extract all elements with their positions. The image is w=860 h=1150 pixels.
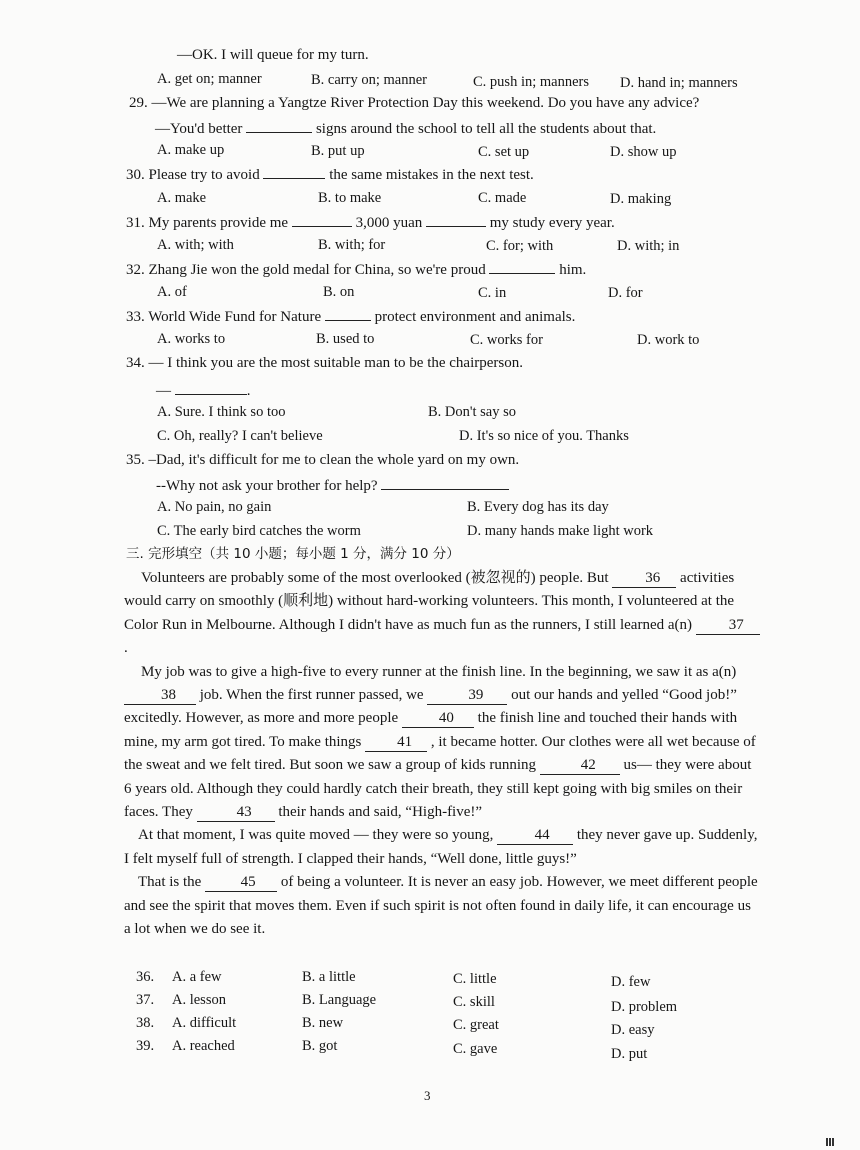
answer-37-option-c: C. skill [453, 994, 495, 1010]
blank-42[interactable]: 42 [540, 757, 620, 775]
answer-38-option-c: C. great [453, 1017, 499, 1033]
passage-paragraph-4 [124, 871, 760, 941]
q29-reply-start: —You'd better [155, 121, 243, 137]
blank-39[interactable]: 39 [427, 687, 507, 705]
p1-text-a: Volunteers are probably some of the most overlooked (被忽视的) people. But [141, 570, 609, 586]
answer-38-option-a: A. difficult [172, 1015, 237, 1031]
q35-question: 35. –Dad, it's difficult for me to clean the whole yard on my own. [126, 452, 520, 468]
p2-text-b: job. When the first runner passed, we [199, 687, 424, 704]
q28-option-a: A. get on; manner [157, 71, 262, 87]
q28-reply: —OK. I will queue for my turn. [177, 47, 369, 63]
blank-41[interactable]: 41 [365, 734, 427, 752]
q30-option-a: A. make [157, 190, 207, 206]
q28-option-b: B. carry on; manner [311, 72, 427, 88]
scanner-watermark-icon [826, 1138, 834, 1146]
p2-text-g: their hands and said, “High-five!” [278, 804, 483, 821]
p2-text-d: the finish line and touched their hands with mine, my arm got tired. To make things [124, 710, 738, 750]
answer-38-number: 38. [136, 1015, 155, 1031]
answer-36-option-b: B. a little [302, 969, 356, 985]
q33-question [126, 306, 575, 327]
page-number: 3 [424, 1088, 431, 1103]
q32-question [126, 259, 586, 280]
answer-39-number: 39. [136, 1038, 155, 1054]
answer-36-option-c: C. little [453, 971, 497, 987]
q33-option-a: A. works to [157, 331, 226, 347]
q31-text-mid: 3,000 yuan [355, 215, 423, 231]
q34-option-d: D. It's so nice of you. Thanks [459, 428, 629, 444]
answer-39-option-a: A. reached [172, 1038, 235, 1054]
q35-option-a: A. No pain, no gain [157, 499, 272, 515]
p3-text-a: At that moment, I was quite moved — they were so young, [138, 827, 494, 844]
passage-paragraph-3 [124, 824, 760, 871]
answer-39-option-c: C. gave [453, 1041, 498, 1057]
answer-37-option-a: A. lesson [172, 992, 226, 1008]
q30-question [126, 164, 534, 185]
passage-paragraph-1: Volunteers are probably some of the most overlooked (被忽视的) people. But 36 activities would carry on smoothly (顺利地) without hard-working volunteers. This month, I volunteered at the Color Run in Melbourne. Although I didn't have as much fun as the runners, I still learned a(n) 37 . [124, 567, 760, 661]
q33-option-d: D. work to [637, 332, 700, 348]
p2-text-a: My job was to give a high-five to every runner at the finish line. In the beginning, we saw it as a(n) [141, 663, 737, 680]
q34-reply [156, 380, 251, 401]
p2-text-c: out our hands and yelled “Good job!” excitedly. However, as more and more people [124, 687, 737, 727]
q32-blank[interactable] [489, 259, 555, 274]
q32-option-c: C. in [478, 285, 507, 301]
q31-question [126, 212, 615, 233]
q35-blank[interactable] [381, 475, 509, 490]
q30-option-b: B. to make [318, 190, 382, 206]
q31-option-b: B. with; for [318, 237, 386, 253]
q33-option-b: B. used to [316, 331, 375, 347]
q29-number: 29. [129, 95, 148, 111]
q32-text-end: him. [559, 262, 587, 278]
q31-blank-2[interactable] [426, 212, 486, 227]
q29-option-a: A. make up [157, 142, 225, 158]
q34-option-a: A. Sure. I think so too [157, 404, 286, 420]
q34-period: . [246, 383, 251, 399]
q30-option-d: D. making [610, 191, 672, 207]
p2-text-e: , it became hotter. Our clothes were all wet because of the sweat and we felt tired. But soon we saw a group of kids running [124, 733, 756, 774]
q31-blank-1[interactable] [292, 212, 352, 227]
answer-37-option-b: B. Language [302, 992, 377, 1008]
section-heading: 三. 完形填空（共 10 小题；每小题 1 分，满分 10 分） [126, 546, 460, 562]
q35-option-b: B. Every dog has its day [467, 499, 609, 515]
blank-40[interactable]: 40 [402, 710, 474, 728]
answer-39-option-b: B. got [302, 1038, 338, 1054]
q31-text-end: my study every year. [489, 215, 615, 231]
answer-37-option-d: D. problem [611, 999, 678, 1015]
q29-option-b: B. put up [311, 143, 365, 159]
q31-option-c: C. for; with [486, 238, 554, 254]
q34-option-b: B. Don't say so [428, 404, 517, 420]
q29-reply-end: signs around the school to tell all the students about that. [315, 121, 657, 137]
answer-37-number: 37. [136, 992, 155, 1008]
q32-option-d: D. for [608, 285, 643, 301]
answer-38-option-d: D. easy [611, 1022, 655, 1038]
p4-text-b: of being a volunteer. It is never an easy job. However, we meet different people and see the spirit that moves them. Even if such spirit is not often found in daily life, it can encourage us a lot when we do see it. [124, 874, 758, 938]
q31-option-d: D. with; in [617, 238, 680, 254]
q29-option-c: C. set up [478, 144, 530, 160]
q29-blank[interactable] [246, 118, 312, 133]
q34-blank[interactable] [175, 380, 247, 395]
q32-option-a: A. of [157, 284, 187, 300]
blank-37[interactable]: 37 [696, 617, 760, 635]
q28-option-c: C. push in; manners [473, 74, 589, 90]
answer-39-option-d: D. put [611, 1046, 648, 1062]
p2-text-f: us— they were about 6 years old. Although they could hardly catch their breath, they still kept going with big smiles on their faces. They [124, 757, 752, 821]
q34-question: 34. — I think you are the most suitable man to be the chairperson. [126, 355, 523, 371]
blank-43[interactable]: 43 [197, 804, 275, 822]
blank-44[interactable]: 44 [497, 827, 573, 845]
q29-reply [155, 118, 656, 139]
p3-text-b: they never gave up. Suddenly, I felt myself full of strength. I clapped their hands, “Well done, little guys!” [124, 827, 758, 867]
q35-option-d: D. many hands make light work [467, 523, 654, 539]
blank-36[interactable]: 36 [612, 570, 676, 588]
passage-paragraph-2 [124, 661, 760, 825]
answer-38-option-b: B. new [302, 1015, 344, 1031]
q29-option-d: D. show up [610, 144, 677, 160]
q29-question [129, 94, 699, 113]
q31-option-a: A. with; with [157, 237, 234, 253]
q31-text-start: 31. My parents provide me [126, 215, 289, 231]
blank-38[interactable]: 38 [124, 687, 196, 705]
answer-36-option-a: A. a few [172, 969, 222, 985]
q35-reply-text: --Why not ask your brother for help? [156, 478, 378, 494]
q34-dash: — [156, 383, 171, 399]
p4-text-a: That is the [138, 874, 202, 891]
q30-blank[interactable] [263, 164, 325, 179]
q35-option-c: C. The early bird catches the worm [157, 523, 361, 539]
p1-text-b: activities would carry on smoothly (顺利地) without hard-working volunteers. This month, I volunteered at the Color Run in Melbourne. Although I didn't have as much fun as the runners, I still learned a(n) [124, 570, 735, 633]
q33-option-c: C. works for [470, 332, 543, 348]
q32-text-start: 32. Zhang Jie won the gold medal for China, so we're proud [126, 262, 486, 278]
q30-text-start: 30. Please try to avoid [126, 167, 260, 183]
q33-blank[interactable] [325, 306, 371, 321]
q28-option-d: D. hand in; manners [620, 75, 738, 91]
q34-option-c: C. Oh, really? I can't believe [157, 428, 323, 444]
q29-text: —We are planning a Yangtze River Protection Day this weekend. Do you have any advice? [151, 95, 700, 111]
blank-45[interactable]: 45 [205, 874, 277, 892]
q32-option-b: B. on [323, 284, 355, 300]
q35-reply [156, 475, 509, 496]
q30-text-end: the same mistakes in the next test. [329, 167, 534, 183]
q33-text-start: 33. World Wide Fund for Nature [126, 309, 322, 325]
answer-36-option-d: D. few [611, 974, 651, 990]
q33-text-end: protect environment and animals. [374, 309, 576, 325]
cloze-passage [124, 567, 760, 942]
answer-36-number: 36. [136, 969, 155, 985]
q30-option-c: C. made [478, 190, 527, 206]
